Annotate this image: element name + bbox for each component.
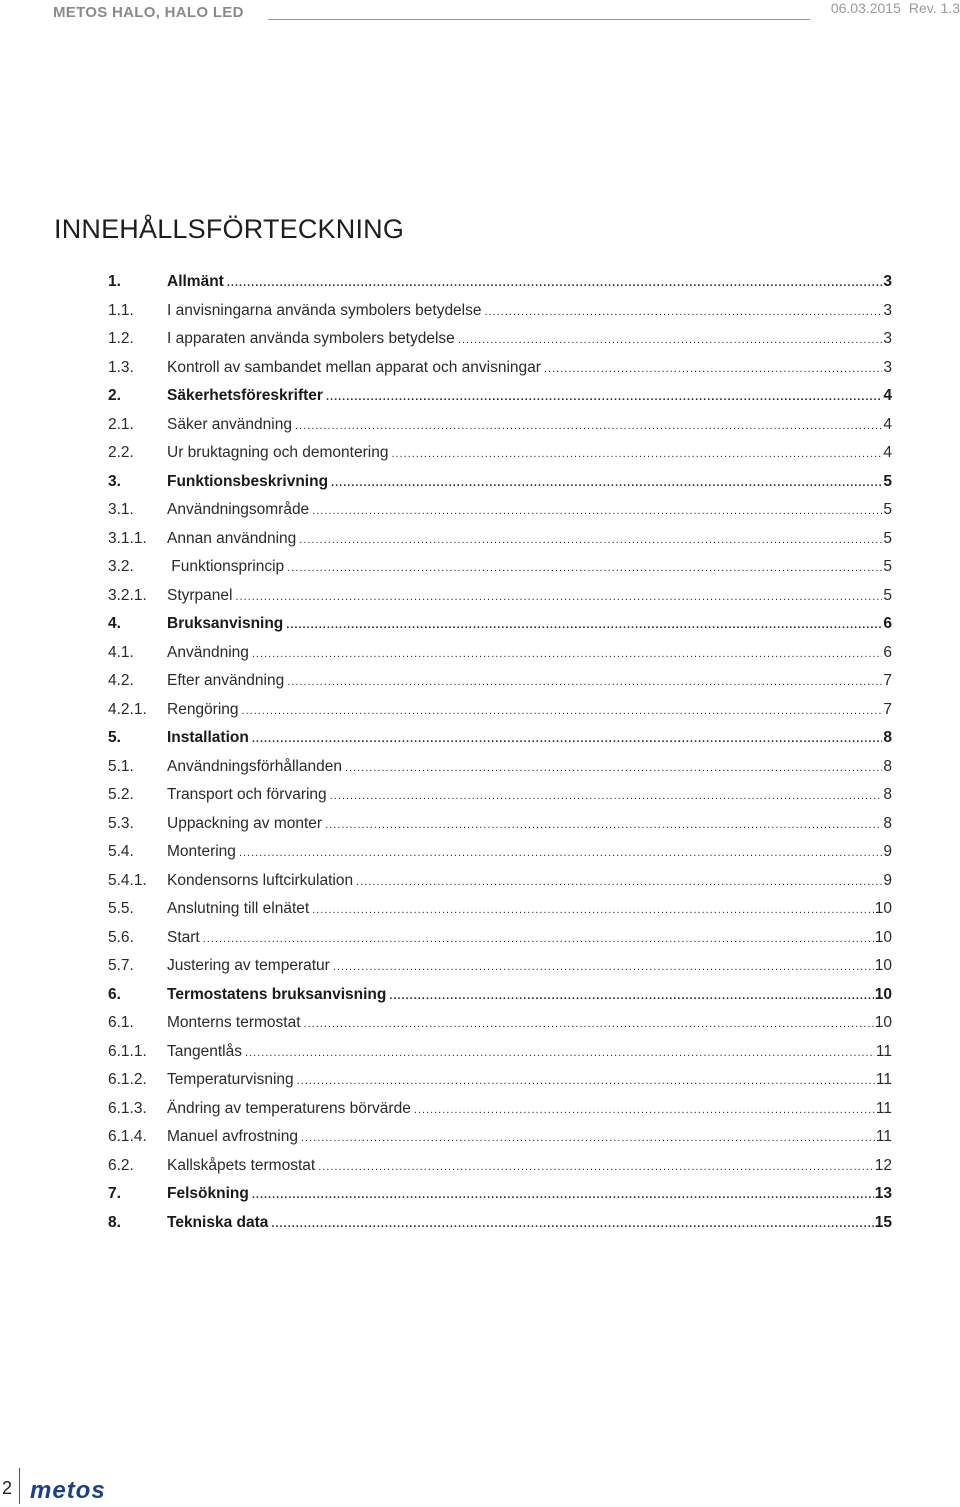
toc-dot-leader <box>227 277 883 289</box>
toc-entry-title: I anvisningarna använda symbolers betydelse <box>167 301 482 319</box>
toc-entry-title: Montering <box>167 843 236 860</box>
toc-entry-number: 2.2. <box>108 444 134 461</box>
toc-entry-title: Användningsområde <box>167 501 310 518</box>
toc-entry-title: Användningsförhållanden <box>167 757 342 775</box>
toc-entry-number: 5.5. <box>108 900 134 917</box>
toc-entry-title: Uppackning av monter <box>167 814 323 832</box>
toc-entry-number: 5.2. <box>108 786 134 803</box>
toc-entry-number: 6.1.2. <box>108 1071 147 1088</box>
header-divider <box>268 19 810 20</box>
toc-entry-number: 5.4. <box>108 843 134 860</box>
toc-subsection-entry[interactable] <box>108 1071 892 1100</box>
toc-subsection-entry[interactable] <box>108 900 892 929</box>
toc-entry-page: 8 <box>883 814 892 832</box>
logo-wordmark: metos <box>30 1481 106 1501</box>
metos-logo <box>30 1481 148 1501</box>
toc-subsection-entry[interactable] <box>108 1128 892 1157</box>
toc-entry-number: 7. <box>108 1185 121 1202</box>
toc-section-entry[interactable] <box>108 387 892 416</box>
toc-dot-leader <box>330 790 883 802</box>
toc-dot-leader <box>318 1161 874 1173</box>
footer-page-number: 2 <box>2 1478 13 1498</box>
toc-entry-page: 13 <box>874 1185 892 1202</box>
toc-subsection-entry[interactable] <box>108 359 892 388</box>
document-title: METOS HALO, HALO LED <box>53 4 244 21</box>
toc-entry-page: 3 <box>883 330 892 347</box>
toc-entry-title: Säker användning <box>167 415 292 433</box>
toc-entry-number: 4.2. <box>108 672 134 689</box>
toc-entry-title: Temperaturvisning <box>167 1071 294 1088</box>
toc-entry-page: 11 <box>875 1042 892 1060</box>
toc-dot-leader <box>544 363 882 375</box>
toc-entry-page: 3 <box>883 301 892 319</box>
toc-entry-page: 10 <box>874 985 892 1003</box>
toc-entry-page: 9 <box>883 843 892 860</box>
toc-entry-title: Termostatens bruksanvisning <box>167 985 387 1003</box>
toc-entry-page: 11 <box>875 1099 892 1117</box>
toc-section-entry[interactable] <box>108 986 892 1015</box>
toc-subsection-entry[interactable] <box>108 957 892 986</box>
toc-entry-number: 6.1. <box>108 1014 134 1031</box>
toc-entry-title: Justering av temperatur <box>167 957 330 974</box>
toc-entry-number: 3.1.1. <box>108 529 147 547</box>
toc-entry-number: 4.1. <box>108 643 134 661</box>
toc-dot-leader <box>245 1047 875 1059</box>
toc-entry-title: Monterns termostat <box>167 1014 301 1031</box>
toc-entry-number: 5.6. <box>108 928 134 946</box>
toc-dot-leader <box>345 762 882 774</box>
toc-entry-page: 7 <box>883 672 892 689</box>
toc-dot-leader <box>252 648 883 660</box>
toc-dot-leader <box>391 448 882 460</box>
toc-subsection-entry[interactable] <box>108 672 892 701</box>
toc-dot-leader <box>271 1218 873 1230</box>
toc-dot-leader <box>287 562 882 574</box>
toc-entry-number: 1. <box>108 273 121 290</box>
toc-entry-title: Installation <box>167 729 249 746</box>
toc-entry-number: 6.1.1. <box>108 1042 147 1060</box>
toc-entry-title: Ändring av temperaturens börvärde <box>167 1099 411 1117</box>
toc-entry-title: Transport och förvaring <box>167 786 327 803</box>
toc-entry-number: 5.7. <box>108 957 134 974</box>
toc-entry-number: 8. <box>108 1213 121 1231</box>
toc-section-entry[interactable] <box>108 615 892 644</box>
toc-entry-title: Användning <box>167 643 249 661</box>
toc-dot-leader <box>458 334 883 346</box>
toc-subsection-entry[interactable] <box>108 644 892 673</box>
toc-entry-title: Bruksanvisning <box>167 615 284 632</box>
toc-subsection-entry[interactable] <box>108 815 892 844</box>
toc-dot-leader <box>331 477 882 489</box>
toc-entry-number: 2. <box>108 387 121 404</box>
toc-subsection-entry[interactable] <box>108 758 892 787</box>
toc-entry-title: Säkerhetsföreskrifter <box>167 387 323 404</box>
toc-subsection-entry[interactable] <box>108 501 892 530</box>
toc-dot-leader <box>235 591 882 603</box>
toc-entry-title: Manuel avfrostning <box>167 1128 298 1145</box>
toc-dot-leader <box>297 1075 875 1087</box>
toc-dot-leader <box>301 1132 875 1144</box>
toc-entry-title: Anslutning till elnätet <box>167 900 310 917</box>
toc-entry-page: 10 <box>874 1014 892 1031</box>
toc-dot-leader <box>485 306 883 318</box>
toc-dot-leader <box>242 705 883 717</box>
toc-entry-number: 5.4.1. <box>108 871 147 889</box>
toc-entry-title: Start <box>167 928 200 946</box>
toc-entry-title: Funktionsbeskrivning <box>167 472 329 490</box>
toc-entry-page: 5 <box>883 586 892 604</box>
toc-subsection-entry[interactable] <box>108 444 892 473</box>
toc-entry-page: 12 <box>874 1156 892 1174</box>
toc-entry-title: I apparaten använda symbolers betydelse <box>167 330 455 347</box>
toc-entry-title: Styrpanel <box>167 586 233 604</box>
toc-entry-page: 3 <box>883 273 892 290</box>
toc-dot-leader <box>312 904 874 916</box>
toc-entry-number: 5.3. <box>108 814 134 832</box>
toc-entry-number: 4.2.1. <box>108 700 147 718</box>
toc-entry-page: 6 <box>883 615 892 632</box>
toc-entry-page: 10 <box>874 900 892 917</box>
toc-entry-page: 9 <box>883 871 892 889</box>
document-date: 06.03.2015 <box>830 0 901 16</box>
toc-entry-title: Kondensorns luftcirkulation <box>167 871 354 889</box>
toc-entry-title: Ur bruktagning och demontering <box>167 444 389 461</box>
toc-entry-page: 7 <box>883 700 892 718</box>
toc-section-entry[interactable] <box>108 473 892 502</box>
toc-dot-leader <box>203 933 874 945</box>
toc-entry-number: 1.1. <box>108 301 134 319</box>
toc-subsection-entry[interactable] <box>108 1043 892 1072</box>
toc-subsection-entry[interactable] <box>108 843 892 872</box>
toc-entry-number: 3.2.1. <box>108 586 147 604</box>
toc-entry-title: Felsökning <box>167 1185 249 1202</box>
toc-dot-leader <box>299 534 882 546</box>
toc-subsection-entry[interactable] <box>108 701 892 730</box>
toc-entry-number: 3. <box>108 472 121 490</box>
toc-entry-title: Annan användning <box>167 529 297 547</box>
toc-dot-leader <box>325 819 882 831</box>
toc-entry-page: 8 <box>883 729 892 746</box>
header-meta <box>823 0 960 16</box>
toc-entry-page: 5 <box>883 501 892 518</box>
toc-entry-title: Efter användning <box>167 672 285 689</box>
toc-entry-number: 3.2. <box>108 558 134 575</box>
toc-subsection-entry[interactable] <box>108 1157 892 1186</box>
toc-entry-page: 11 <box>875 1071 892 1088</box>
toc-section-entry[interactable] <box>108 273 892 302</box>
toc-dot-leader <box>326 391 882 403</box>
toc-dot-leader <box>333 961 874 973</box>
toc-entry-number: 5.1. <box>108 757 134 775</box>
toc-entry-page: 3 <box>883 358 892 376</box>
toc-subsection-entry[interactable] <box>108 786 892 815</box>
toc-entry-page: 6 <box>883 643 892 661</box>
toc-entry-number: 1.3. <box>108 358 134 376</box>
toc-subsection-entry[interactable] <box>108 302 892 331</box>
toc-subsection-entry[interactable] <box>108 558 892 587</box>
toc-entry-page: 10 <box>874 928 892 946</box>
toc-dot-leader <box>414 1104 875 1116</box>
toc-subsection-entry[interactable] <box>108 1014 892 1043</box>
toc-dot-leader <box>239 847 882 859</box>
toc-entry-number: 6. <box>108 985 121 1003</box>
toc-subsection-entry[interactable] <box>108 530 892 559</box>
toc-heading: INNEHÅLLSFÖRTECKNING <box>54 214 405 244</box>
toc-entry-page: 5 <box>883 472 892 490</box>
toc-dot-leader <box>295 420 882 432</box>
toc-entry-title: Rengöring <box>167 700 239 718</box>
toc-entry-number: 2.1. <box>108 415 134 433</box>
toc-subsection-entry[interactable] <box>108 587 892 616</box>
toc-dot-leader <box>356 876 882 888</box>
table-of-contents <box>108 273 892 1242</box>
toc-dot-leader <box>252 733 883 745</box>
page-header <box>53 0 960 24</box>
toc-entry-number: 3.1. <box>108 501 134 518</box>
document-revision: Rev. 1.3 <box>908 0 960 16</box>
toc-dot-leader <box>286 619 882 631</box>
toc-subsection-entry[interactable] <box>108 330 892 359</box>
toc-entry-title: Funktionsprincip <box>167 558 285 575</box>
toc-entry-title: Allmänt <box>167 273 224 290</box>
toc-entry-page: 8 <box>883 757 892 775</box>
toc-entry-title: Tangentlås <box>167 1042 242 1060</box>
toc-entry-page: 4 <box>883 444 892 461</box>
toc-dot-leader <box>252 1189 874 1201</box>
toc-entry-number: 6.1.3. <box>108 1099 147 1117</box>
toc-entry-number: 6.2. <box>108 1156 134 1174</box>
toc-entry-number: 4. <box>108 615 121 632</box>
toc-entry-page: 5 <box>883 529 892 547</box>
toc-entry-page: 15 <box>874 1213 892 1231</box>
toc-entry-title: Kallskåpets termostat <box>167 1156 316 1174</box>
toc-dot-leader <box>312 505 882 517</box>
toc-subsection-entry[interactable] <box>108 872 892 901</box>
toc-entry-page: 8 <box>883 786 892 803</box>
toc-entry-page: 11 <box>875 1128 892 1145</box>
toc-section-entry[interactable] <box>108 1214 892 1243</box>
toc-subsection-entry[interactable] <box>108 929 892 958</box>
toc-entry-title: Kontroll av sambandet mellan apparat och anvisningar <box>167 358 541 376</box>
toc-section-entry[interactable] <box>108 1185 892 1214</box>
toc-entry-page: 4 <box>883 415 892 433</box>
toc-dot-leader <box>287 676 882 688</box>
toc-entry-page: 5 <box>883 558 892 575</box>
toc-dot-leader <box>389 990 873 1002</box>
toc-subsection-entry[interactable] <box>108 1100 892 1129</box>
toc-entry-number: 5. <box>108 729 121 746</box>
toc-subsection-entry[interactable] <box>108 416 892 445</box>
toc-entry-number: 1.2. <box>108 330 134 347</box>
toc-entry-title: Tekniska data <box>167 1213 269 1231</box>
toc-dot-leader <box>304 1018 874 1030</box>
toc-entry-page: 4 <box>883 387 892 404</box>
toc-section-entry[interactable] <box>108 729 892 758</box>
toc-entry-page: 10 <box>874 957 892 974</box>
footer-divider <box>19 1468 20 1504</box>
toc-entry-number: 6.1.4. <box>108 1128 147 1145</box>
